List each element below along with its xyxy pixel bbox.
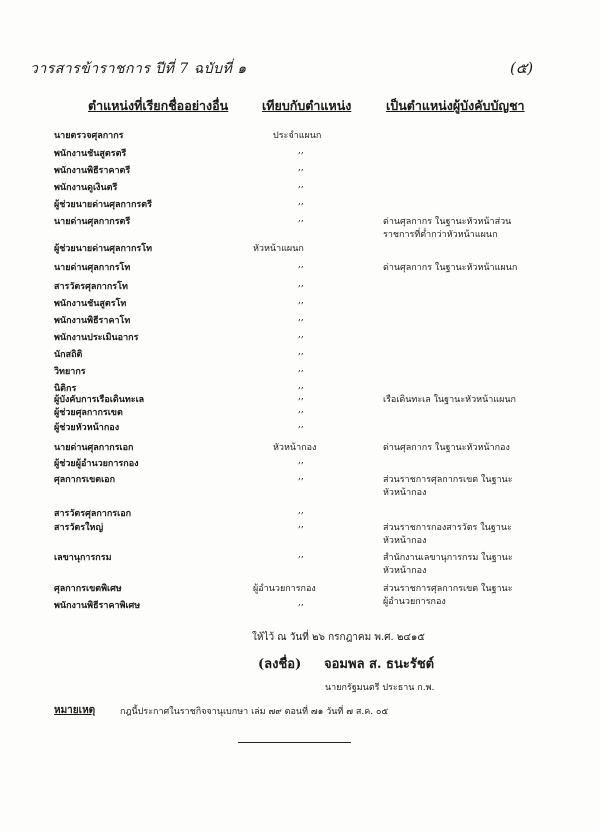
issue-date: ให้ไว้ ณ วันที่ ๒๖ กรกฎาคม พ.ศ. ๒๔๑๕ (252, 632, 425, 643)
position-name: สารวัตรศุลกากรเอก (54, 509, 132, 519)
level-value: ,, (298, 420, 304, 430)
position-name: พนักงานดูเงินตรี (54, 183, 118, 193)
level-value: ,, (298, 381, 304, 391)
table-row (0, 128, 600, 144)
position-name: ผู้ช่วยนายด่านศุลกากรตรี (54, 200, 152, 210)
signatory-name: จอมพล ส. ธนะรัชต์ (324, 657, 435, 672)
supervisor-value: ด่านศุลกากร ในฐานะหัวหน้าส่วน (383, 217, 512, 227)
table-row (0, 214, 600, 240)
position-name: ศุลกากรเขตพิเศษ (54, 584, 122, 594)
table-row (0, 440, 600, 456)
level-value: ,, (298, 313, 304, 323)
table-row (0, 550, 600, 576)
level-value: ,, (298, 520, 304, 530)
table-row (0, 472, 600, 498)
position-name: นายด่านศุลกากรตรี (54, 217, 131, 227)
table-row (0, 420, 600, 436)
table-row (0, 241, 600, 257)
supervisor-value: ด่านศุลกากร ในฐานะหัวหน้าแผนก (383, 263, 518, 273)
supervisor-value: ส่วนราชการศุลกากรเขต ในฐานะ (383, 584, 513, 594)
table-row (0, 405, 600, 421)
supervisor-value-cont: ผู้อำนวยการกอง (383, 597, 446, 607)
level-value: ,, (298, 392, 304, 402)
position-name: ผู้ช่วยหัวหน้ากอง (54, 423, 120, 433)
position-name: ผู้ช่วยผู้อำนวยการกอง (54, 459, 139, 469)
note-label: หมายเหตุ (54, 705, 96, 716)
supervisor-value: ส่วนราชการศุลกากรเขต ในฐานะ (383, 475, 513, 485)
level-value: ผู้อำนวยการกอง (253, 584, 316, 594)
level-value: ,, (298, 456, 304, 466)
supervisor-value-cont: หัวหน้ากอง (383, 536, 427, 546)
position-name: ผู้ช่วยศุลกากรเขต (54, 408, 123, 418)
table-row (0, 364, 600, 380)
table-row (0, 163, 600, 179)
supervisor-value: สำนักงานเลขานุการกรม ในฐานะ (383, 553, 513, 563)
table-row (0, 330, 600, 346)
table-row (0, 456, 600, 472)
level-value: ,, (298, 260, 304, 270)
position-name: ศุลกากรเขตเอก (54, 475, 116, 485)
level-value: ,, (298, 180, 304, 190)
position-name: สารวัตรศุลกากรโท (54, 282, 128, 292)
note-text: กฎนี้ประกาศในราชกิจจานุเบกษา เล่ม ๗๙ ตอนที่ ๗๑ วันที่ ๗ ส.ค. ๐๕ (120, 707, 389, 717)
signature-tag: (ลงชื่อ) (258, 657, 302, 672)
supervisor-value-cont: หัวหน้ากอง (383, 566, 427, 576)
position-name: สารวัตรใหญ่ (54, 523, 104, 533)
level-value: หัวหน้ากอง (273, 443, 317, 453)
position-name: พนักงานพิธีราคาตรี (54, 166, 131, 176)
closing-rule (238, 742, 351, 743)
table-row (0, 180, 600, 196)
level-value: ,, (298, 163, 304, 173)
position-name: ผู้ช่วยนายด่านศุลกากรโท (54, 244, 153, 254)
level-value: ,, (298, 279, 304, 289)
table-row (0, 598, 600, 614)
table-row (0, 279, 600, 295)
position-name: พนักงานประเมินอากร (54, 333, 139, 343)
level-value: ,, (298, 506, 304, 516)
table-row (0, 260, 600, 276)
signatory-title: นายกรัฐมนตรี ประธาน ก.พ. (325, 683, 435, 693)
level-value: ,, (298, 347, 304, 357)
column-header-position: ตำแหน่งที่เรียกชื่ออย่างอื่น (88, 98, 229, 113)
position-name: นายด่านศุลกากรโท (54, 263, 131, 273)
table-row (0, 146, 600, 162)
position-name: นายด่านศุลกากรเอก (54, 443, 134, 453)
position-name: พนักงานชันสูตรตรี (54, 149, 127, 159)
position-name: พนักงานชันสูตรโท (54, 299, 127, 309)
level-value: ,, (298, 214, 304, 224)
supervisor-value-cont: ราชการที่ต่ำกว่าหัวหน้าแผนก (383, 230, 498, 240)
column-header-supervisor: เป็นตำแหน่งผู้บังคับบัญชา (386, 98, 525, 113)
page-number: (๕) (510, 59, 534, 77)
table-row (0, 296, 600, 312)
table-row (0, 313, 600, 329)
level-value: ,, (298, 364, 304, 374)
table-row (0, 197, 600, 213)
position-name: พนักงานพิธีราคาพิเศษ (54, 601, 141, 611)
position-name: เลขานุการกรม (54, 553, 112, 563)
position-name: นายตรวจศุลกากร (54, 131, 124, 141)
column-header-level: เทียบกับตำแหน่ง (262, 98, 352, 113)
supervisor-value: เรือเดินทะเล ในฐานะหัวหน้าแผนก (383, 395, 516, 405)
journal-header: วารสารข้าราชการ ปีที่ 7 ฉบับที่ ๑ (30, 61, 247, 77)
position-name: นิติกร (54, 384, 77, 394)
level-value: ประจำแผนก (273, 131, 322, 141)
level-value: ,, (298, 472, 304, 482)
supervisor-value: ด่านศุลกากร ในฐานะหัวหน้ากอง (383, 443, 510, 453)
level-value: ,, (298, 330, 304, 340)
level-value: หัวหน้าแผนก (253, 244, 304, 254)
position-name: ผู้บังคับการเรือเดินทะเล (54, 395, 145, 405)
position-name: นักสถิติ (54, 350, 83, 360)
table-row (0, 520, 600, 546)
position-name: วิทยากร (54, 367, 86, 377)
level-value: ,, (298, 146, 304, 156)
level-value: ,, (298, 296, 304, 306)
level-value: ,, (298, 405, 304, 415)
level-value: ,, (298, 197, 304, 207)
supervisor-value-cont: หัวหน้ากอง (383, 488, 427, 498)
level-value: ,, (298, 598, 304, 608)
position-name: พนักงานพิธีราคาโท (54, 316, 131, 326)
level-value: ,, (298, 550, 304, 560)
table-row (0, 347, 600, 363)
supervisor-value: ส่วนราชการกองสารวัตร ในฐานะ (383, 523, 512, 533)
